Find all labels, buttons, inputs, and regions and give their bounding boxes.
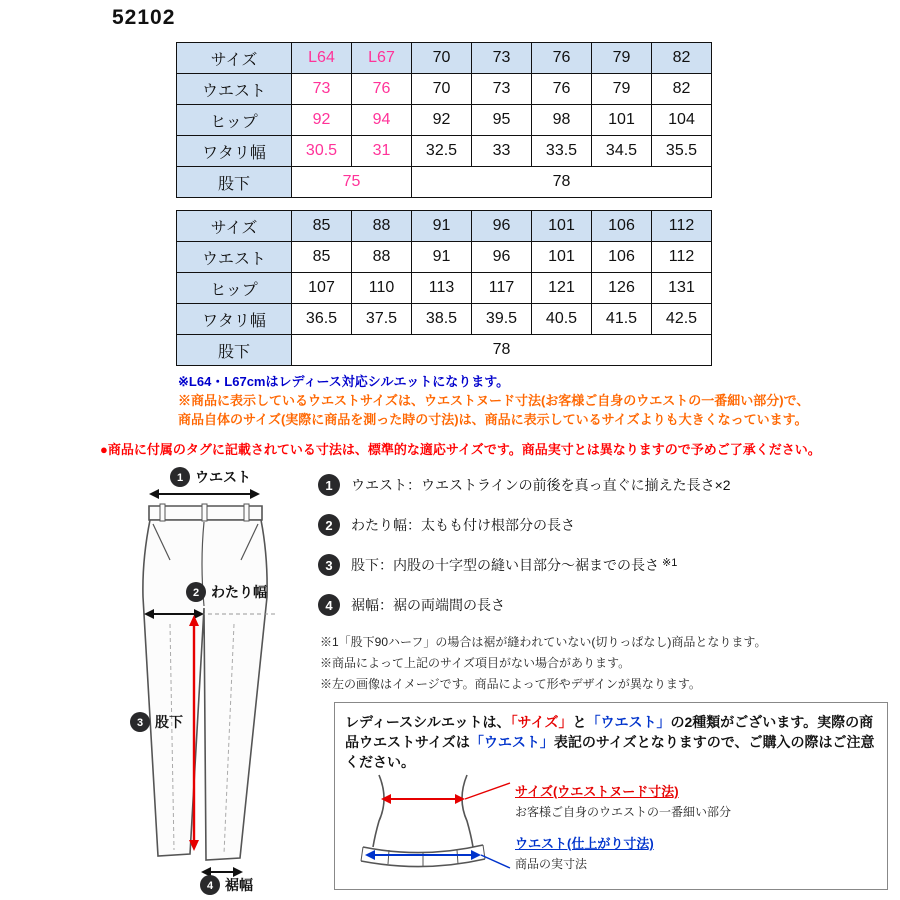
table-cell: 78 [412,167,712,198]
size-table-lower [176,210,712,366]
finished-size-label: ウエスト(仕上がり寸法) [515,836,654,851]
belt-loop [388,850,389,864]
info-text-segment: 実際の商品ウエストサイズは [345,714,874,750]
table-cell: 82 [652,74,712,105]
row-label: ヒップ [177,105,292,136]
note-waist-size-line2: 商品自体のサイズ(実際に商品を測った時の寸法)は、商品に表示しているサイズよりも大きくなっています。 [178,412,808,427]
belt-loop [160,504,165,521]
measure-item [318,514,893,536]
table-cell: 78 [292,335,712,366]
table-cell: 92 [292,105,352,136]
footnote-marker: ※1 [662,557,678,569]
table-cell: 38.5 [412,304,472,335]
footnote: ※1「股下90ハーフ」の場合は裾が縫われていない(切りっぱなし)商品となります。 [320,635,767,649]
table-header-cell: L64 [292,43,352,74]
table-header-cell: 106 [592,211,652,242]
table-row [177,105,712,136]
table-header-cell: 79 [592,43,652,74]
torso-outline [373,775,384,847]
table-cell: 73 [472,74,532,105]
list-number-badge: 4 [318,594,340,616]
table-header-cell: L67 [352,43,412,74]
table-cell: 76 [352,74,412,105]
measure-definition-list [318,474,893,634]
table-header-cell: 70 [412,43,472,74]
row-label: ワタリ幅 [177,304,292,335]
footnote: ※左の画像はイメージです。商品によって形やデザインが異なります。 [320,677,701,691]
table-cell: 110 [352,273,412,304]
measure-definition: わたり幅：太もも付け根部分の長さ [351,517,575,533]
table-cell: 36.5 [292,304,352,335]
table-cell: 32.5 [412,136,472,167]
info-text-segment: レディースシルエットは、 [345,714,511,730]
table-header-cell: 88 [352,211,412,242]
waist-measure-diagram [349,769,511,881]
note-waist-size [178,391,892,429]
table-cell: 31 [352,136,412,167]
table-cell: 75 [292,167,412,198]
row-label: 股下 [177,335,292,366]
nude-size-label: サイズ(ウエストヌード寸法) [515,784,679,799]
table-corner-cell: サイズ [177,211,292,242]
table-corner-cell: サイズ [177,43,292,74]
table-cell: 95 [472,105,532,136]
belt-loop [244,504,249,521]
table-cell: 104 [652,105,712,136]
table-cell: 113 [412,273,472,304]
table-cell: 85 [292,242,352,273]
table-row [177,211,712,242]
measure-definition: ウエスト：ウエストラインの前後を真っ直ぐに揃えた長さ×2 [351,477,731,493]
waistband-line [363,845,483,853]
table-row [177,167,712,198]
ladies-info-box [334,702,888,890]
nude-leader-line [465,783,510,799]
waist-diagram-labels [515,781,875,885]
table-cell: 76 [532,74,592,105]
table-row [177,136,712,167]
list-number-badge: 2 [318,514,340,536]
product-code: 52102 [112,6,176,29]
table-cell: 73 [292,74,352,105]
arrowhead [381,794,391,804]
measure-footnotes [320,632,766,695]
finished-size-desc: 商品の実寸法 [515,857,588,871]
size-term: 「サイズ」 [510,714,573,730]
nude-size-desc: お客様ご自身のウエストの一番細い部分 [515,805,732,819]
table-cell: 101 [532,242,592,273]
info-text-segment: の2種類がございます。 [670,714,818,730]
arrowhead [233,867,243,877]
measure-definition: 裾幅：裾の両端間の長さ [351,597,505,613]
size-table-upper [176,42,712,198]
table-header-cell: 85 [292,211,352,242]
pants-measurement-diagram [128,464,343,896]
table-cell: 94 [352,105,412,136]
table-cell: 35.5 [652,136,712,167]
table-cell: 70 [412,74,472,105]
arrowhead [250,489,260,499]
table-cell: 34.5 [592,136,652,167]
hem-label: 裾幅 [225,877,253,893]
waist-term: 「ウエスト」 [469,734,554,750]
pants-body [143,520,267,860]
arrowhead [471,850,481,860]
table-cell: 42.5 [652,304,712,335]
inseam-label: 股下 [155,714,183,730]
torso-outline [462,775,473,847]
arrowhead [455,794,465,804]
row-label: ワタリ幅 [177,136,292,167]
table-cell: 91 [412,242,472,273]
waist-label: ウエスト [195,469,251,485]
table-row [177,43,712,74]
arrowhead [365,850,375,860]
list-number-badge: 3 [318,554,340,576]
table-cell: 33.5 [532,136,592,167]
table-cell: 79 [592,74,652,105]
table-cell: 126 [592,273,652,304]
table-cell: 92 [412,105,472,136]
number-4: 4 [206,880,214,892]
table-cell: 112 [652,242,712,273]
table-cell: 121 [532,273,592,304]
row-label: ヒップ [177,273,292,304]
note-ladies-silhouette: ※L64・L67cmはレディース対応シルエットになります。 [178,374,510,389]
table-header-cell: 96 [472,211,532,242]
footnote: ※商品によって上記のサイズ項目がない場合があります。 [320,656,631,670]
waist-term: 「ウエスト」 [586,714,671,730]
table-header-cell: 76 [532,43,592,74]
list-number-badge: 1 [318,474,340,496]
note-tag-size: ●商品に付属のタグに記載されている寸法は、標準的な適応サイズです。商品実寸とは異なりますので予めご了承ください。 [100,442,821,457]
number-3: 3 [136,717,144,729]
info-text-segment: と [572,714,587,730]
table-row [177,74,712,105]
belt-loop [202,504,207,521]
table-cell: 106 [592,242,652,273]
row-label: ウエスト [177,74,292,105]
table-cell: 41.5 [592,304,652,335]
table-header-cell: 101 [532,211,592,242]
number-2: 2 [192,587,200,599]
waistband-edge [361,847,363,861]
table-cell: 98 [532,105,592,136]
measure-item [318,554,893,576]
table-cell: 131 [652,273,712,304]
measure-definition: 股下：内股の十字型の縫い目部分〜裾までの長さ [351,557,659,573]
table-header-cell: 112 [652,211,712,242]
table-header-cell: 73 [472,43,532,74]
row-label: 股下 [177,167,292,198]
table-row [177,304,712,335]
note-waist-size-line1: ※商品に表示しているウエストサイズは、ウエストヌード寸法(お客様ご自身のウエストの一番細い部分)で、 [178,393,810,408]
table-cell: 101 [592,105,652,136]
number-1: 1 [176,472,184,484]
table-cell: 37.5 [352,304,412,335]
table-header-cell: 82 [652,43,712,74]
table-row [177,335,712,366]
belt-loop [457,850,458,864]
measure-item [318,474,893,496]
table-cell: 40.5 [532,304,592,335]
measure-item [318,594,893,616]
table-header-cell: 91 [412,211,472,242]
table-row [177,273,712,304]
table-cell: 88 [352,242,412,273]
finished-leader-line [481,855,510,868]
table-row [177,242,712,273]
info-text-segment: 表記のサイズとなりますので、ご購入の際はご注意ください。 [345,734,875,770]
watari-label: わたり幅 [211,584,267,600]
arrowhead [149,489,159,499]
row-label: ウエスト [177,242,292,273]
table-cell: 107 [292,273,352,304]
table-cell: 39.5 [472,304,532,335]
ladies-info-text [345,712,877,772]
table-cell: 33 [472,136,532,167]
table-cell: 117 [472,273,532,304]
table-cell: 96 [472,242,532,273]
table-cell: 30.5 [292,136,352,167]
